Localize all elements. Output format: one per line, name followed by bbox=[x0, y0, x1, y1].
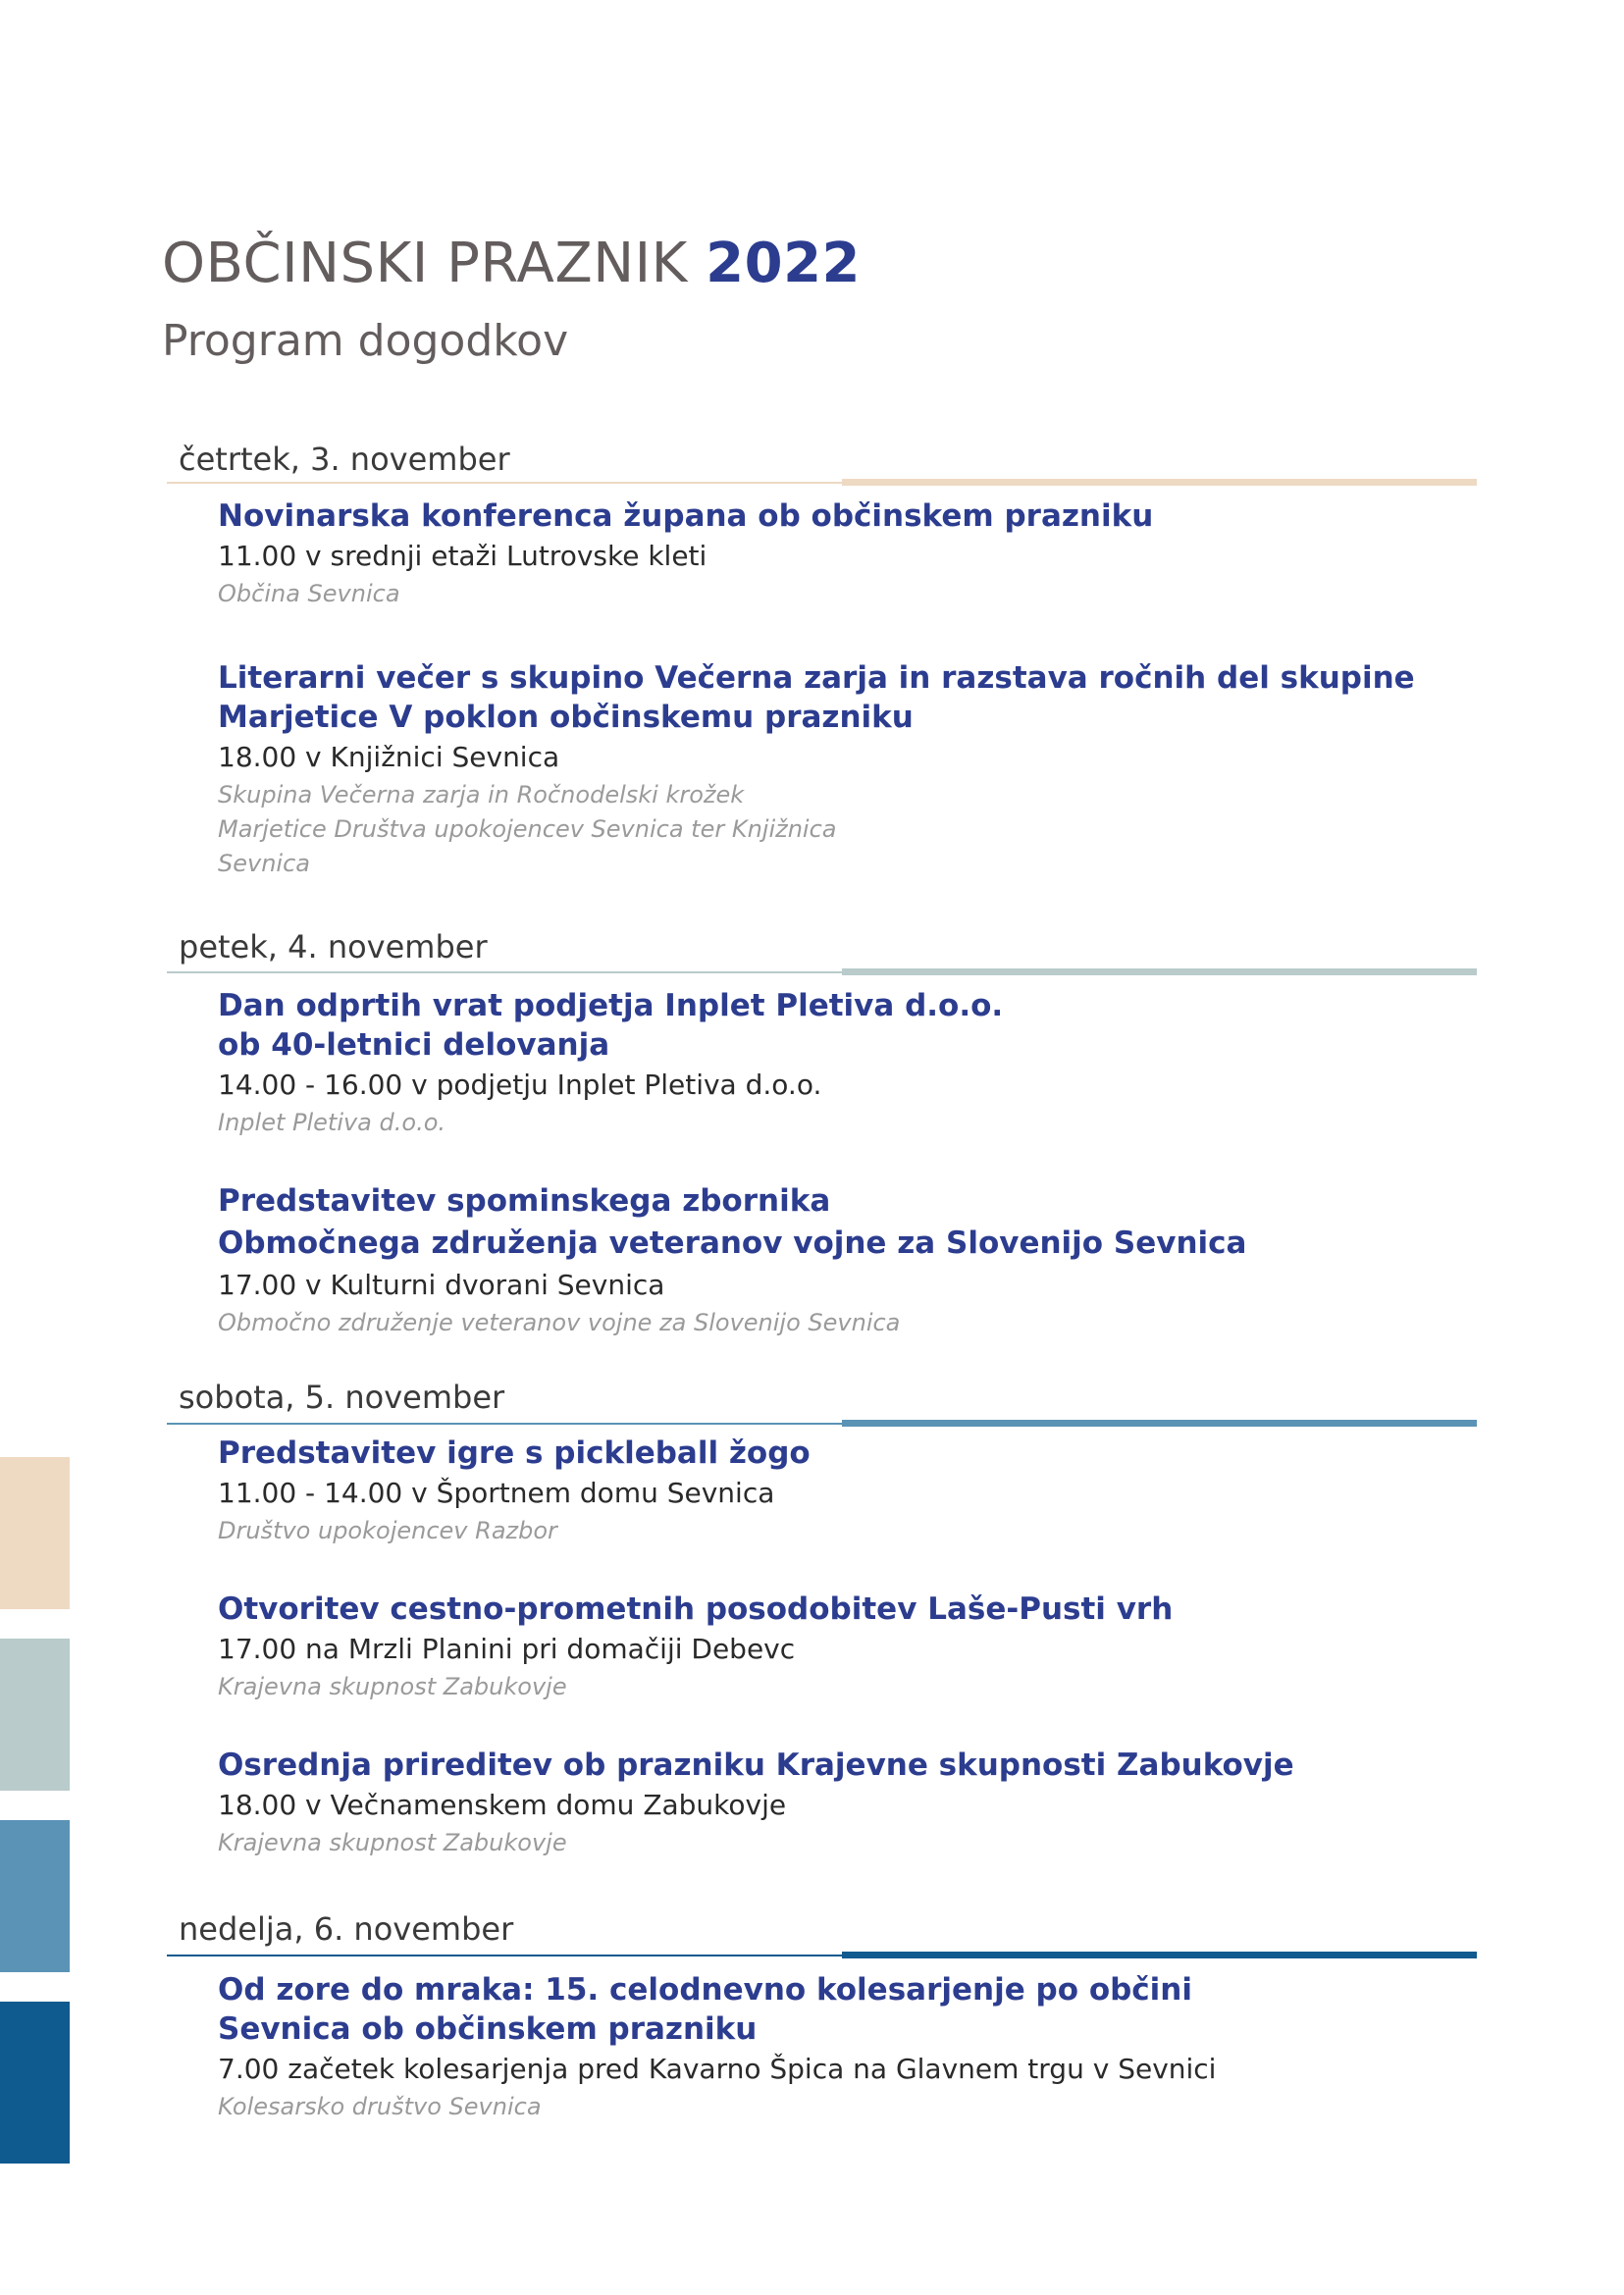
event-pickleball bbox=[218, 1434, 1464, 1548]
event-literary-evening bbox=[218, 658, 1464, 881]
side-tab-saturday bbox=[0, 1820, 70, 1972]
page-title-year: 2022 bbox=[706, 232, 861, 295]
page-title bbox=[162, 227, 861, 301]
event-organizer: Občina Sevnica bbox=[218, 580, 400, 607]
event-organizer: Društvo upokojencev Razbor bbox=[218, 1517, 557, 1544]
event-time: 18.00 v Večnamenskem domu Zabukovje bbox=[218, 1789, 787, 1821]
event-title: Predstavitev spominskega zbornika Območnega združenja veteranov vojne za Slovenijo Sevnica bbox=[218, 1183, 1247, 1261]
event-time: 17.00 na Mrzli Planini pri domačiji Debevc bbox=[218, 1633, 796, 1665]
day-divider-accent-friday bbox=[842, 968, 1477, 975]
day-divider-accent-thursday bbox=[842, 479, 1477, 486]
day-divider-accent-saturday bbox=[842, 1420, 1477, 1427]
event-title: Predstavitev igre s pickleball žogo bbox=[218, 1435, 811, 1471]
event-title: Od zore do mraka: 15. celodnevno kolesarjenje po občini Sevnica ob občinskem prazniku bbox=[218, 1972, 1192, 2047]
event-title: Osrednja prireditev ob prazniku Krajevne skupnosti Zabukovje bbox=[218, 1747, 1294, 1783]
event-organizer: Inplet Pletiva d.o.o. bbox=[218, 1109, 446, 1136]
side-tab-thursday bbox=[0, 1457, 70, 1609]
event-time: 11.00 v srednji etaži Lutrovske kleti bbox=[218, 540, 707, 572]
day-header-thursday: četrtek, 3. november bbox=[179, 441, 510, 478]
event-road-opening bbox=[218, 1590, 1464, 1704]
event-veterans-anthology bbox=[218, 1180, 1464, 1340]
event-time: 18.00 v Knjižnici Sevnica bbox=[218, 741, 560, 773]
event-organizer: Krajevna skupnost Zabukovje bbox=[218, 1673, 567, 1700]
day-header-saturday: sobota, 5. november bbox=[179, 1379, 505, 1416]
day-header-sunday: nedelja, 6. november bbox=[179, 1910, 514, 1948]
event-organizer: Kolesarsko društvo Sevnica bbox=[218, 2093, 542, 2120]
event-open-doors-inplet bbox=[218, 986, 1464, 1140]
event-title: Otvoritev cestno-prometnih posodobitev Laše-Pusti vrh bbox=[218, 1591, 1174, 1627]
page-subtitle: Program dogodkov bbox=[162, 316, 569, 366]
day-header-friday: petek, 4. november bbox=[179, 928, 488, 965]
event-press-conference bbox=[218, 496, 1464, 611]
event-title: Novinarska konferenca župana ob občinskem prazniku bbox=[218, 498, 1154, 534]
event-organizer: Krajevna skupnost Zabukovje bbox=[218, 1829, 567, 1856]
event-zabukovje-celebration bbox=[218, 1746, 1464, 1860]
event-organizer: Skupina Večerna zarja in Ročnodelski krožek Marjetice Društva upokojencev Sevnica ter Knjižnica Sevnica bbox=[218, 781, 837, 877]
event-time: 7.00 začetek kolesarjenja pred Kavarno Špica na Glavnem trgu v Sevnici bbox=[218, 2053, 1217, 2085]
day-divider-accent-sunday bbox=[842, 1952, 1477, 1958]
side-tab-sunday bbox=[0, 2002, 70, 2164]
side-tab-friday bbox=[0, 1639, 70, 1791]
event-title: Literarni večer s skupino Večerna zarja in razstava ročnih del skupine Marjetice V poklon občinskemu prazniku bbox=[218, 660, 1415, 735]
event-time: 17.00 v Kulturni dvorani Sevnica bbox=[218, 1269, 665, 1301]
event-organizer: Območno združenje veteranov vojne za Slovenijo Sevnica bbox=[218, 1309, 901, 1336]
event-title: Dan odprtih vrat podjetja Inplet Pletiva d.o.o. ob 40-letnici delovanja bbox=[218, 988, 1004, 1063]
page-title-main: OBČINSKI PRAZNIK bbox=[162, 232, 688, 295]
event-time: 14.00 - 16.00 v podjetju Inplet Pletiva d.o.o. bbox=[218, 1069, 822, 1101]
event-time: 11.00 - 14.00 v Športnem domu Sevnica bbox=[218, 1477, 775, 1509]
event-cycling-dawn-to-dusk bbox=[218, 1970, 1464, 2124]
